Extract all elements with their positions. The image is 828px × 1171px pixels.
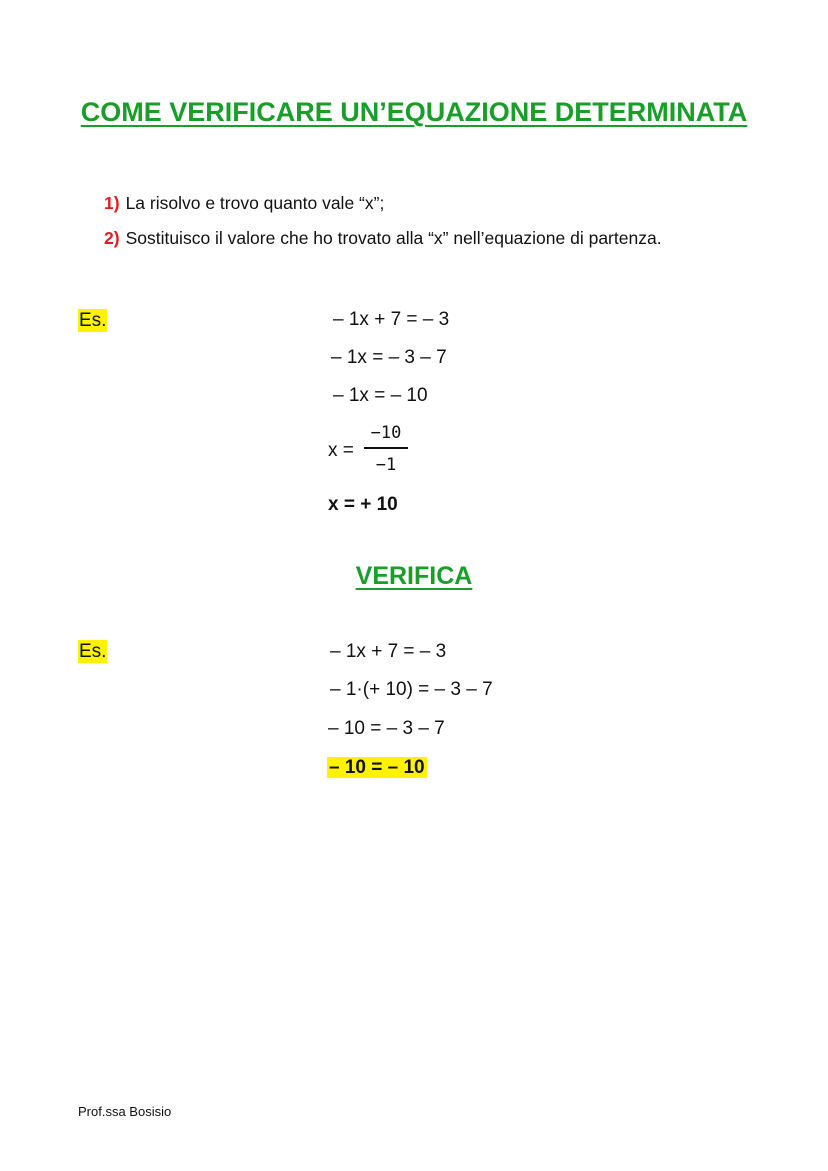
verification-result: – 10 = – 10 [329, 757, 425, 778]
example-label-solution: Es. [79, 310, 107, 331]
step-item [104, 193, 662, 228]
footer-author: Prof.ssa Bosisio [78, 1104, 172, 1119]
step-number: 2) [104, 228, 120, 248]
verification-result-wrap [327, 756, 427, 780]
fraction-lhs: x = [328, 440, 354, 461]
verify-title: VERIFICA [355, 562, 473, 590]
step-text: Sostituisco il valore che ho trovato alla “x” nell’equazione di partenza. [125, 228, 662, 248]
fraction-numerator: −10 [370, 423, 402, 443]
example-label-verification: Es. [79, 641, 107, 662]
fraction-bar [364, 447, 408, 449]
solution-line: – 1x = – 10 [333, 385, 428, 406]
step-item [104, 228, 662, 263]
verification-line: – 10 = – 3 – 7 [328, 718, 445, 739]
verification-line: – 1·(+ 10) = – 3 – 7 [330, 679, 493, 700]
step-text: La risolvo e trovo quanto vale “x”; [125, 193, 385, 213]
fraction-denominator: −1 [375, 454, 397, 475]
fraction [364, 423, 408, 475]
solution-result: x = + 10 [328, 494, 398, 515]
solution-line: – 1x + 7 = – 3 [333, 309, 450, 330]
verification-line: – 1x + 7 = – 3 [330, 641, 447, 662]
step-number: 1) [104, 193, 120, 213]
solution-line: – 1x = – 3 – 7 [331, 347, 447, 368]
page-title: COME VERIFICARE UN’EQUAZIONE DETERMINATA [80, 97, 748, 127]
steps-list [104, 193, 662, 263]
